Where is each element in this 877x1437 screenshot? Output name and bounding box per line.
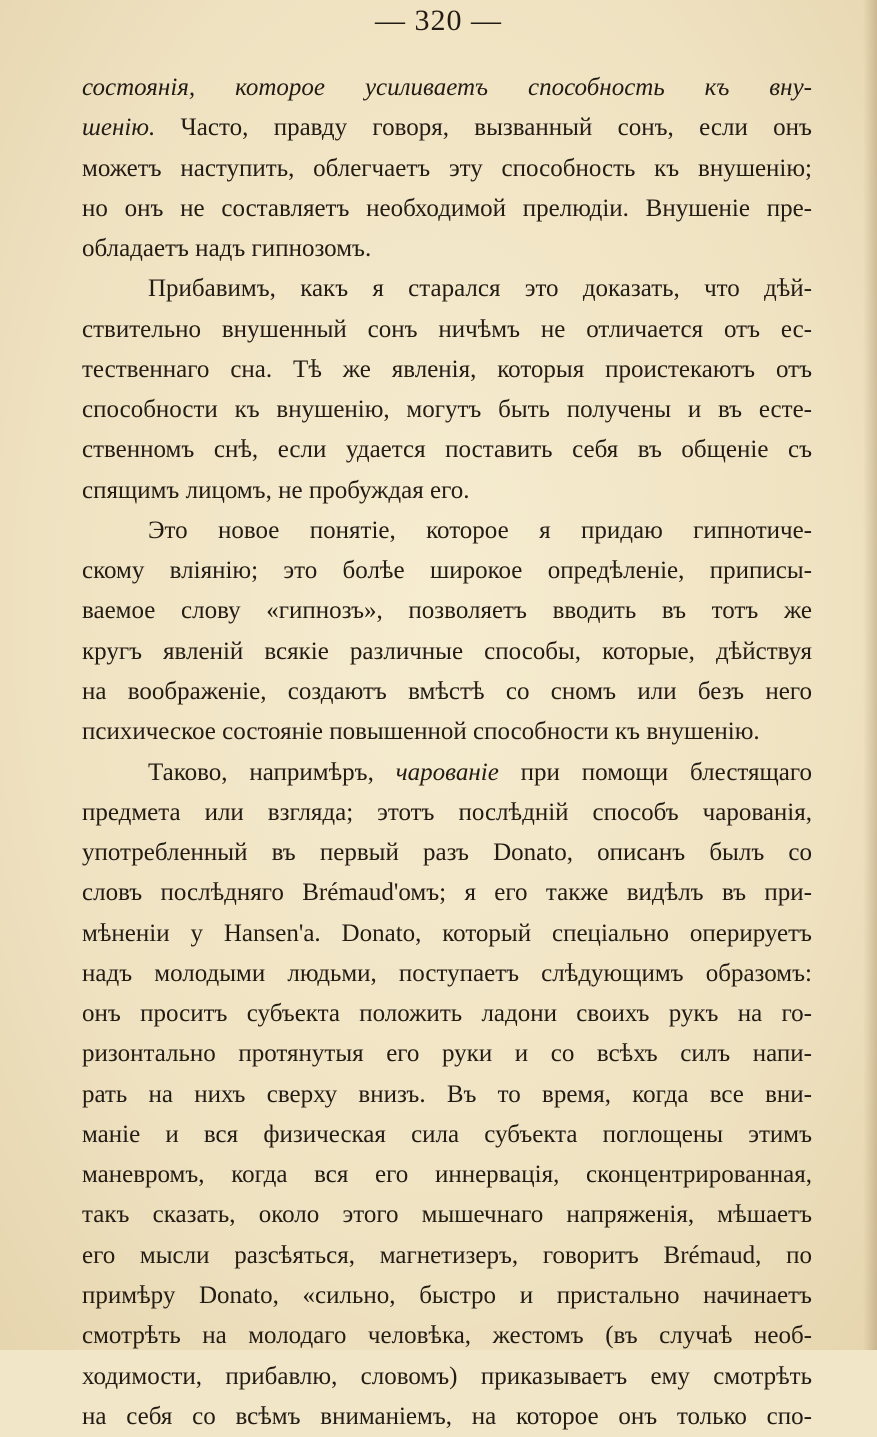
text-run: при помощи блестящаго bbox=[498, 758, 812, 786]
text-run: способности къ внушенію, могутъ быть получены и въ есте- bbox=[82, 396, 812, 424]
text-run: обладаетъ надъ гипнозомъ. bbox=[82, 235, 372, 263]
text-run: но онъ не составляетъ необходимой прелюдіи. Внушеніе пре- bbox=[82, 194, 812, 222]
text-run: маневромъ, когда вся его иннервація, сконцентрированная, bbox=[82, 1161, 812, 1189]
text-line bbox=[82, 1276, 812, 1316]
paragraph bbox=[82, 68, 812, 269]
text-run: тественнаго сна. Тѣ же явленія, которыя проистекаютъ отъ bbox=[82, 355, 812, 383]
body-text bbox=[82, 68, 812, 1437]
paragraph bbox=[82, 511, 812, 753]
text-line bbox=[82, 753, 812, 793]
text-run: на воображеніе, создаютъ вмѣстѣ со сномъ или безъ него bbox=[82, 677, 812, 705]
text-line bbox=[82, 954, 812, 994]
text-run: можетъ наступить, облегчаетъ эту способность къ внушенію; bbox=[82, 154, 812, 182]
text-line bbox=[82, 712, 812, 752]
text-run: примѣру Donato, «сильно, быстро и пристально начинаетъ bbox=[82, 1281, 812, 1309]
text-line bbox=[82, 914, 812, 954]
text-run: ственномъ снѣ, если удается поставить себя въ общеніе съ bbox=[82, 436, 812, 464]
text-line bbox=[82, 430, 812, 470]
text-line bbox=[82, 189, 812, 229]
text-line bbox=[82, 1397, 812, 1437]
text-run: его мысли разсѣяться, магнетизеръ, говоритъ Brémaud, по bbox=[82, 1241, 812, 1269]
text-line bbox=[82, 632, 812, 672]
text-line bbox=[82, 994, 812, 1034]
text-line bbox=[82, 350, 812, 390]
text-run: психическое состояніе повышенной способности къ внушенію. bbox=[82, 718, 760, 746]
text-run: на себя со всѣмъ вниманіемъ, на которое онъ только спо- bbox=[82, 1402, 812, 1430]
text-run: ствительно внушенный сонъ ничѣмъ не отличается отъ ес- bbox=[82, 315, 812, 343]
text-run: кругъ явленій всякіе различные способы, которые, дѣйствуя bbox=[82, 637, 812, 665]
text-run: маніе и вся физическая сила субъекта поглощены этимъ bbox=[82, 1120, 812, 1148]
text-line bbox=[82, 390, 812, 430]
text-line bbox=[82, 873, 812, 913]
paragraph bbox=[82, 753, 812, 1437]
page-number: — 320 — bbox=[375, 4, 502, 37]
page-edge-shadow bbox=[863, 0, 877, 1350]
text-run: рать на нихъ сверху внизъ. Въ то время, когда все вни- bbox=[82, 1080, 812, 1108]
text-run: скому вліянію; это болѣе широкое опредѣленіе, приписы- bbox=[82, 557, 812, 585]
text-run: ходимости, прибавлю, словомъ) приказываетъ ему смотрѣть bbox=[82, 1362, 812, 1390]
text-line bbox=[82, 149, 812, 189]
text-run: Таково, напримѣръ, bbox=[148, 758, 396, 786]
text-run: предмета или взгляда; этотъ послѣдній способъ чарованія, bbox=[82, 798, 812, 826]
text-run: ваемое слову «гипнозъ», позволяетъ вводить въ тотъ же bbox=[82, 597, 812, 625]
text-line bbox=[82, 1316, 812, 1356]
text-line bbox=[82, 229, 812, 269]
text-line bbox=[82, 310, 812, 350]
text-run: ризонтально протянутыя его руки и со всѣхъ силъ напи- bbox=[82, 1040, 812, 1068]
text-line bbox=[82, 1034, 812, 1074]
paragraph bbox=[82, 269, 812, 511]
text-run: Прибавимъ, какъ я старался это доказать, что дѣй- bbox=[148, 275, 812, 303]
text-line bbox=[82, 1236, 812, 1276]
text-line bbox=[82, 833, 812, 873]
text-run: мѣненіи у Hansen'а. Donato, который спеціально оперируетъ bbox=[82, 919, 812, 947]
text-line bbox=[82, 793, 812, 833]
text-line bbox=[82, 1357, 812, 1397]
text-run: спящимъ лицомъ, не пробуждая его. bbox=[82, 476, 470, 504]
text-run: употребленный въ первый разъ Donato, описанъ былъ со bbox=[82, 839, 812, 867]
text-run: словъ послѣдняго Brémaud'омъ; я его также видѣлъ въ при- bbox=[82, 879, 812, 907]
text-line bbox=[82, 591, 812, 631]
text-run: шенію. bbox=[82, 114, 156, 142]
text-run: онъ проситъ субъекта положить ладони своихъ рукъ на го- bbox=[82, 1000, 812, 1028]
text-run: чарованіе bbox=[395, 758, 499, 786]
text-line bbox=[82, 108, 812, 148]
text-run: такъ сказать, около этого мышечнаго напряженія, мѣшаетъ bbox=[82, 1201, 812, 1229]
text-line bbox=[82, 551, 812, 591]
text-line bbox=[82, 1075, 812, 1115]
text-run: смотрѣть на молодаго человѣка, жестомъ (въ случаѣ необ- bbox=[82, 1322, 812, 1350]
text-line bbox=[82, 1115, 812, 1155]
text-line bbox=[82, 269, 812, 309]
text-line bbox=[82, 672, 812, 712]
text-run: Это новое понятіе, которое я придаю гипнотиче- bbox=[148, 516, 812, 544]
text-line bbox=[82, 511, 812, 551]
text-line bbox=[82, 1155, 812, 1195]
text-run: надъ молодыми людьми, поступаетъ слѣдующимъ образомъ: bbox=[82, 959, 812, 987]
text-run: Часто, правду говоря, вызванный сонъ, если онъ bbox=[155, 114, 812, 142]
text-run: состоянія, которое усиливаетъ способность къ вну- bbox=[82, 74, 812, 101]
text-line bbox=[82, 68, 812, 108]
text-line bbox=[82, 471, 812, 511]
text-line bbox=[82, 1195, 812, 1235]
